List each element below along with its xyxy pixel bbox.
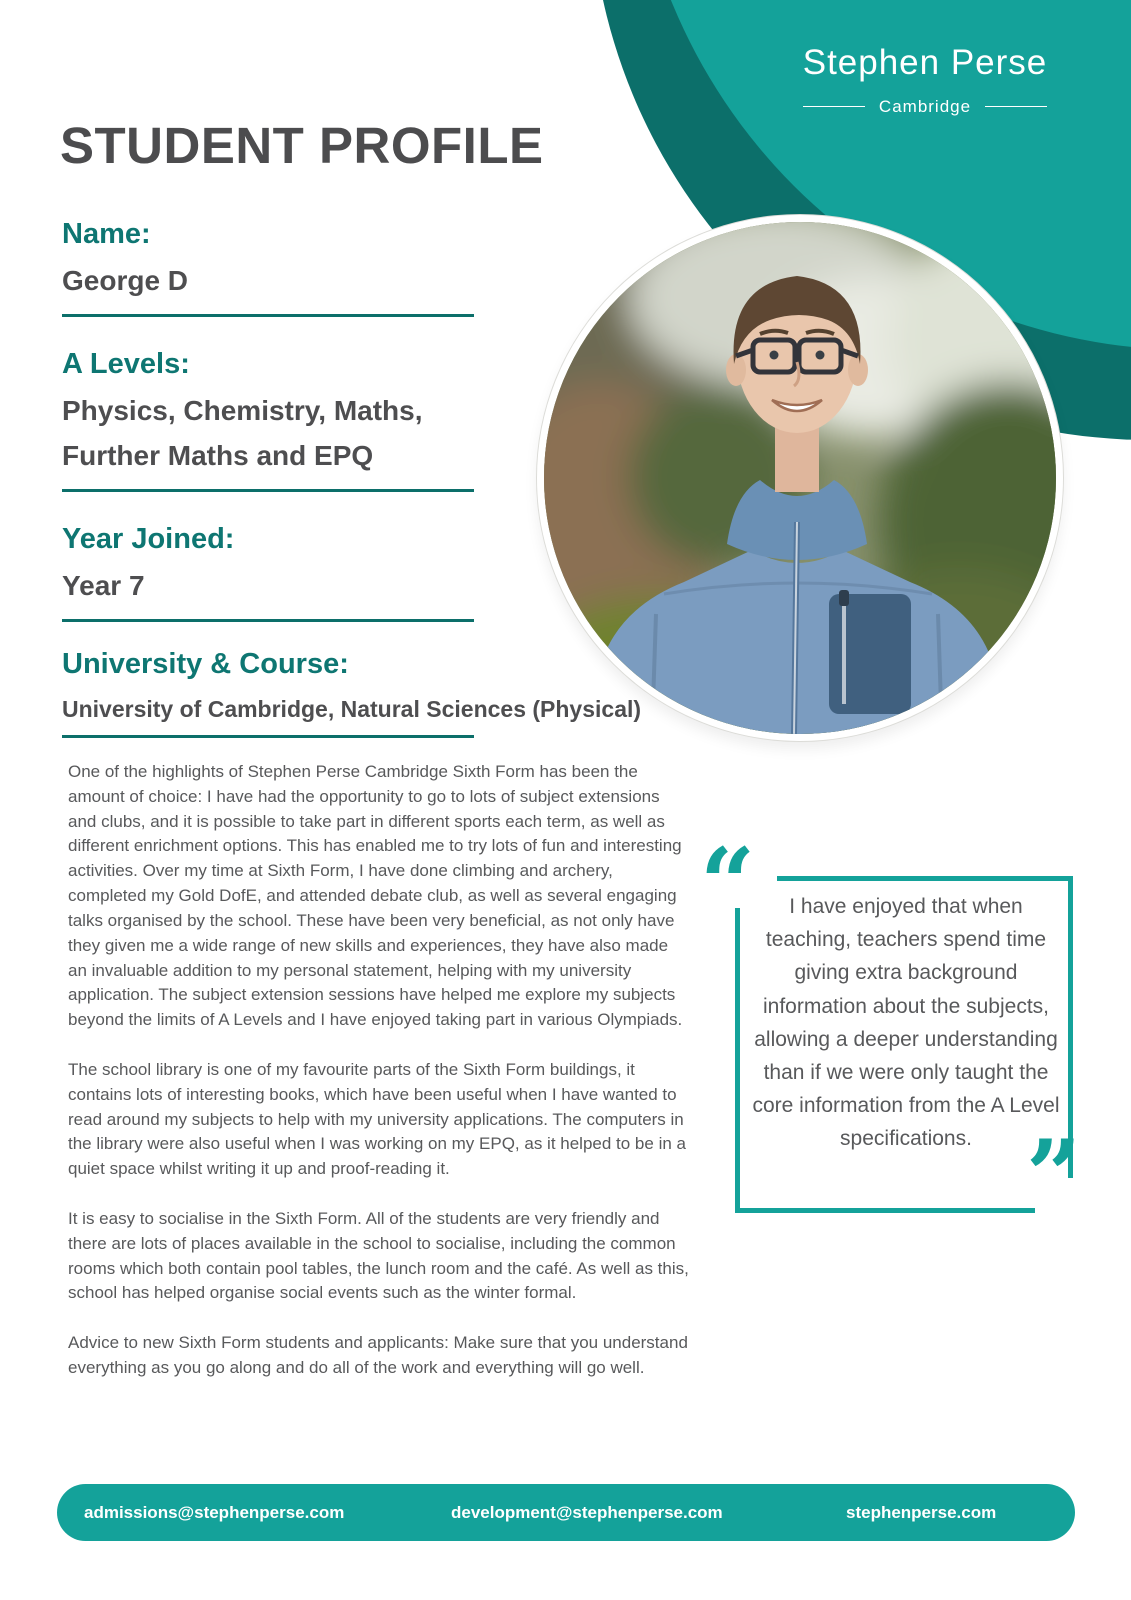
footer-website: stephenperse.com: [846, 1503, 997, 1522]
statement-paragraph: Advice to new Sixth Form students and applicants: Make sure that you understand everything as you go along and do all of the work and everything will go well.: [68, 1333, 688, 1378]
quote-frame-bottom: [735, 1208, 1035, 1213]
section-year-joined: [62, 523, 474, 622]
open-quote-icon: “: [700, 827, 756, 940]
logo-rule-right-icon: [985, 106, 1047, 107]
statement-paragraph: One of the highlights of Stephen Perse Cambridge Sixth Form has been the amount of choice: I have had the opportunity to go to lots of subject extensions and clubs, and it is possible to take part in different sports each term, as well as different enrichment options. This has enabled me to try lots of fun and interesting activities. Over my time at Sixth Form, I have done climbing and archery, completed my Gold DofE, and attended debate club, as well as several engaging talks organised by the school. These have been very beneficial, as not only have they given me a wide range of new skills and experiences, they have also made an invaluable addition to my personal statement, helping with my university application. The subject extension sessions have helped me explore my subjects beyond the limits of A Levels and I have enjoyed taking part in various Olympiads.: [68, 762, 683, 1030]
university-value: University of Cambridge, Natural Sciences (Physical): [62, 696, 642, 723]
brand-location-row: [755, 97, 1095, 117]
student-statement: [68, 760, 690, 1406]
university-label: University & Course:: [62, 648, 349, 680]
section-divider: [62, 314, 474, 317]
pull-quote-text: I have enjoyed that when teaching, teachers spend time giving extra background information about the subjects, allowing a deeper understanding than if we were only taught the core information from the A Level specifications.: [752, 895, 1060, 1151]
quote-frame-top: [777, 876, 1073, 881]
statement-paragraph: It is easy to socialise in the Sixth Form. All of the students are very friendly and there are lots of places available in the school to socialise, including the common rooms which both contain pool tables, the lunch room and the café. As well as this, school has helped organise social events such as the winter formal.: [68, 1209, 689, 1303]
footer-development-email: development@stephenperse.com: [451, 1503, 723, 1522]
year-joined-label: Year Joined:: [62, 523, 235, 555]
section-divider: [62, 735, 474, 738]
section-name: [62, 218, 474, 317]
brand-name: Stephen Perse: [802, 43, 1048, 82]
statement-paragraph: The school library is one of my favourite parts of the Sixth Form buildings, it contains lots of interesting books, which have been useful when I have wanted to read around my subjects to help with my university applications. The computers in the library were also useful when I was working on my EPQ, as it helped to be in a quiet space whilst writing it up and proof-reading it.: [68, 1059, 686, 1179]
page-title: STUDENT PROFILE: [60, 117, 544, 174]
close-quote-icon: ”: [1026, 1119, 1082, 1232]
alevels-value: [62, 389, 474, 479]
logo-rule-left-icon: [803, 106, 865, 107]
section-divider: [62, 489, 474, 492]
year-joined-value: Year 7: [62, 570, 145, 602]
brand-logo: [755, 44, 1095, 117]
brand-location: Cambridge: [878, 96, 972, 116]
section-alevels: [62, 348, 474, 492]
section-divider: [62, 619, 474, 622]
alevels-label: A Levels:: [62, 348, 190, 380]
quote-frame-left: [735, 908, 740, 1213]
footer-contact-bar: [57, 1484, 1075, 1541]
alevels-line-1: Physics, Chemistry, Maths,: [62, 395, 423, 427]
alevels-line-2: Further Maths and EPQ: [62, 440, 374, 472]
name-label: Name:: [62, 218, 151, 250]
footer-admissions-email: admissions@stephenperse.com: [84, 1503, 345, 1522]
name-value: George D: [62, 265, 189, 297]
section-university: [62, 648, 641, 738]
